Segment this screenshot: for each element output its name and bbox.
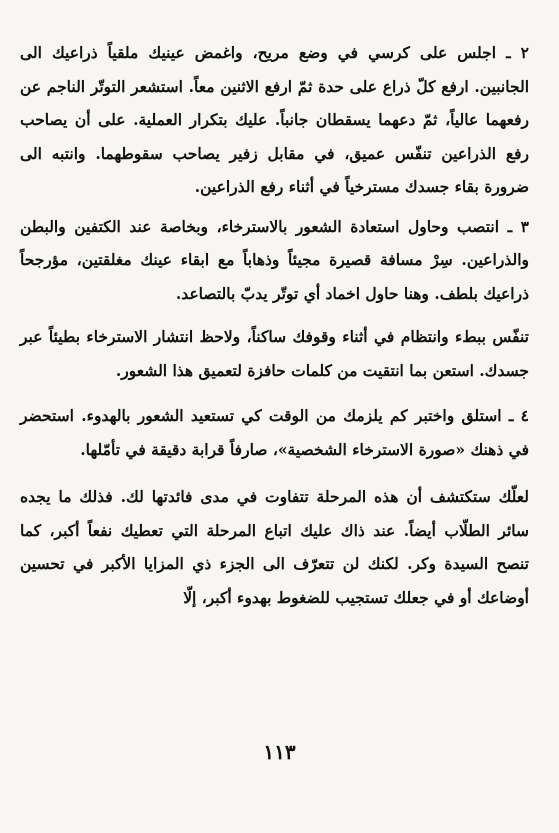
paragraph-step-2: ٢ ـ اجلس على كرسي في وضع مريح، واغمض عينيك ملقياً ذراعيك الى الجانبين. ارفع كلّ ذراع على حدة ثمّ ارفع الاثنين معاً. استشعر التوتّر الناجم عن رفعهما عالياً، ثمّ دعهما يسقطان جانباً. عليك بتكرار العملية. على أن يصاحب رفع الذراعين تنفّس عميق، في مقابل زفير يصاحب سقوطهما. وانتبه الى ضرورة بقاء جسدك مسترخياً في أثناء رفع الذراعين.: [20, 43, 529, 196]
paragraph-step-3: ٣ ـ انتصب وحاول استعادة الشعور بالاسترخاء، وبخاصة عند الكتفين والبطن والذراعين. سِرْ مسافة قصيرة مجيئاً وذهاباً مع ابقاء عينك مغلقتين، مؤرجحاً ذراعيك بلطف. وهنا حاول اخماد أي توتّر يدبّ بالتصاعد.: [20, 216, 529, 303]
paragraph-step-4: ٤ ـ استلق واختبر كم يلزمك من الوقت كي تستعيد الشعور بالهدوء. استحضر في ذهنك «صورة الاسترخاء الشخصية»، صارفاً قرابة دقيقة في تأمّلها.: [20, 406, 529, 459]
paragraph-conclusion: لعلّك ستكتشف أن هذه المرحلة تتفاوت في مدى فائدتها لك. فذلك ما يجده سائر الطلّاب أيضاً. عند ذاك عليك اتباع المرحلة التي تعطيك نفعاً أكبر، كما تنصح السيدة وكر. لكنك لن تتعرّف الى الجزء ذي المزايا الأكبر في تحسين أوضاعك أو في جعلك تستجيب للضغوط بهدوء أكبر، إلّا: [20, 487, 529, 607]
paragraph-breathing: تنفّس ببطء وانتظام في أثناء وقوفك ساكناً، ولاحظ انتشار الاسترخاء بطيئاً عبر جسدك. استعن بما انتقيت من كلمات حافزة لتعميق هذا الشعور.: [20, 327, 529, 380]
body-text: [20, 36, 529, 614]
page-number: ١١٣: [263, 740, 296, 764]
